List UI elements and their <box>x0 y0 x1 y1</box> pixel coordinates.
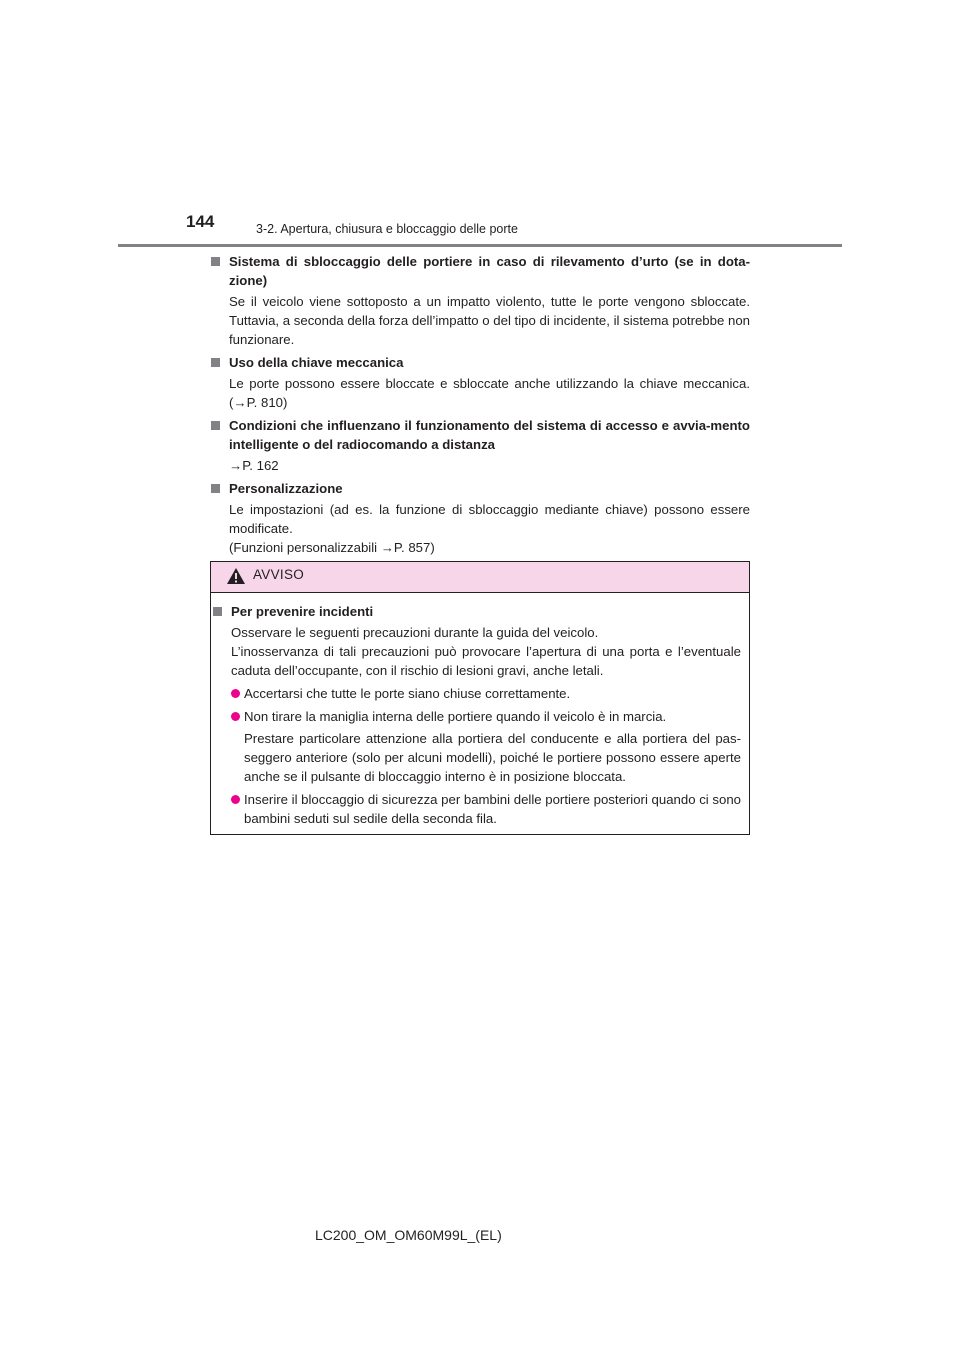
footer-code: LC200_OM_OM60M99L_(EL) <box>315 1227 502 1243</box>
warning-bullet <box>231 790 741 828</box>
list-item <box>211 416 750 475</box>
section-title: 3-2. Apertura, chiusura e bloccaggio delle porte <box>256 222 518 236</box>
warning-intro: L’inosservanza di tali precauzioni può provocare l’apertura di una porta e l’eventuale caduta dell’occupante, con il rischio di lesioni gravi, anche letali. <box>231 644 741 678</box>
list-item <box>211 252 750 349</box>
bullet-text: Inserire il bloccaggio di sicurezza per bambini delle portiere posteriori quando ci sono bambini seduti sul sedile della seconda fila. <box>244 792 741 826</box>
square-bullet-icon <box>211 257 220 266</box>
warning-title: AVVISO <box>253 567 305 582</box>
page-number: 144 <box>186 212 215 231</box>
warning-content <box>211 602 749 828</box>
warning-bullet <box>231 684 741 703</box>
warning-header <box>211 562 749 593</box>
item-title: Personalizzazione <box>229 481 343 496</box>
warning-section <box>213 602 741 828</box>
bullet-text: Accertarsi che tutte le porte siano chiuse correttamente. <box>244 686 571 701</box>
item-body-reference: (Funzioni personalizzabili →P. 857) <box>229 540 435 555</box>
warning-bullet <box>231 707 741 786</box>
list-item <box>211 353 750 412</box>
warning-box <box>210 561 750 835</box>
item-title: Condizioni che influenzano il funzionamento del sistema di accesso e avvia-mento intelligente o del radiocomando a distanza <box>229 418 750 452</box>
round-bullet-icon <box>231 712 240 721</box>
square-bullet-icon <box>211 421 220 430</box>
warning-section-title: Per prevenire incidenti <box>231 604 374 619</box>
list-item <box>211 479 750 557</box>
square-bullet-icon <box>213 607 222 616</box>
item-title: Uso della chiave meccanica <box>229 355 404 370</box>
main-content <box>211 252 750 557</box>
bullet-text: Non tirare la maniglia interna delle portiere quando il veicolo è in marcia. <box>244 709 667 724</box>
item-body: Le impostazioni (ad es. la funzione di sbloccaggio mediante chiave) possono essere modificate. <box>229 502 750 536</box>
square-bullet-icon <box>211 484 220 493</box>
round-bullet-icon <box>231 795 240 804</box>
page-header <box>186 210 842 240</box>
item-body: Le porte possono essere bloccate e sbloccate anche utilizzando la chiave meccanica. (→P. 810) <box>229 376 750 410</box>
bullet-subtext: Prestare particolare attenzione alla portiera del conducente e alla portiera del pas-seggero anteriore (solo per alcuni modelli), poiché le portiere possono essere aperte anche se il pulsante di bloccaggio interno è in posizione bloccata. <box>244 731 741 784</box>
warning-intro: Osservare le seguenti precauzioni durante la guida del veicolo. <box>231 625 599 640</box>
header-divider <box>118 244 842 247</box>
item-title: Sistema di sbloccaggio delle portiere in caso di rilevamento d’urto (se in dota-zione) <box>229 254 750 288</box>
item-body: Se il veicolo viene sottoposto a un impatto violento, tutte le porte vengono sbloccate. Tuttavia, a seconda della forza dell’impatto o del tipo di incidente, il sistema potrebbe non funzionare. <box>229 294 750 347</box>
page-reference: →P. 162 <box>229 458 279 473</box>
round-bullet-icon <box>231 689 240 698</box>
warning-triangle-icon <box>226 567 246 585</box>
square-bullet-icon <box>211 358 220 367</box>
